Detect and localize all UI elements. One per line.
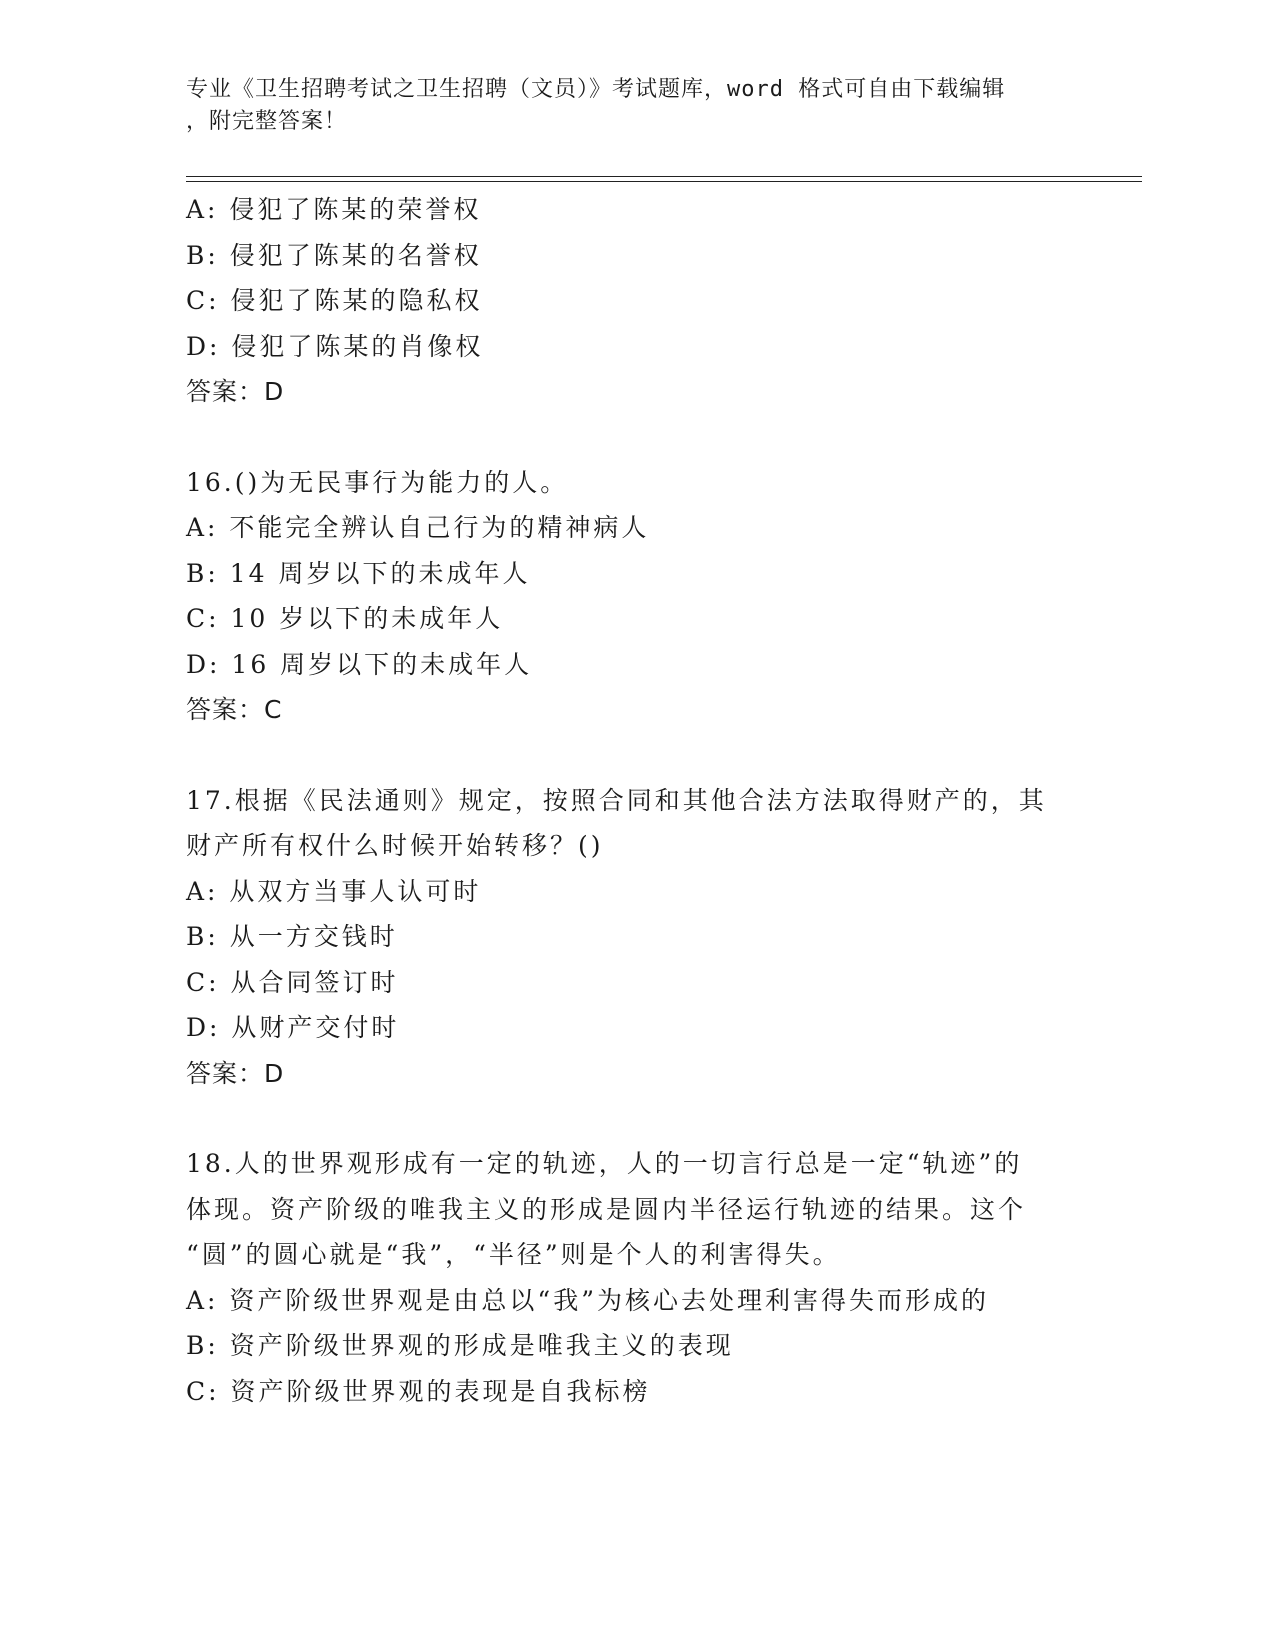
question-stem-line-1: 17.根据《民法通则》规定，按照合同和其他合法方法取得财产的，其 — [186, 785, 1047, 815]
option-a: A: 侵犯了陈某的荣誉权 — [186, 195, 482, 224]
option-a: A: 不能完全辨认自己行为的精神病人 — [186, 513, 650, 542]
answer: 答案：D — [186, 1058, 285, 1088]
option-b: B: 14 周岁以下的未成年人 — [186, 558, 531, 588]
option-b: B: 资产阶级世界观的形成是唯我主义的表现 — [186, 1331, 734, 1360]
answer: 答案：C — [186, 695, 283, 724]
option-b: B: 侵犯了陈某的名誉权 — [186, 240, 482, 270]
question-content — [186, 187, 1086, 1414]
question-stem-line-3: “圆”的圆心就是“我”，“半径”则是个人的利害得失。 — [186, 1240, 841, 1269]
option-d: D: 从财产交付时 — [186, 1013, 400, 1042]
header-rule-bottom — [186, 181, 1142, 182]
header-line-1: 专业《卫生招聘考试之卫生招聘（文员）》考试题库，word 格式可自由下载编辑 — [186, 77, 1006, 102]
header-rule-top — [186, 176, 1142, 177]
header-line-2: ，附完整答案！ — [186, 109, 348, 134]
option-d: D: 侵犯了陈某的肖像权 — [186, 331, 484, 361]
option-c: C: 资产阶级世界观的表现是自我标榜 — [186, 1376, 651, 1406]
option-c: C: 侵犯了陈某的隐私权 — [186, 286, 483, 315]
option-a: A: 从双方当事人认可时 — [186, 876, 482, 906]
spacer — [186, 733, 1086, 778]
question-stem: 16.()为无民事行为能力的人。 — [186, 467, 569, 497]
option-b: B: 从一方交钱时 — [186, 922, 398, 951]
question-15 — [186, 187, 1086, 415]
spacer — [186, 415, 1086, 460]
option-c: C: 10 岁以下的未成年人 — [186, 604, 504, 633]
answer: 答案：D — [186, 377, 285, 406]
spacer — [186, 1096, 1086, 1141]
question-stem-line-2: 体现。资产阶级的唯我主义的形成是圆内半径运行轨迹的结果。这个 — [186, 1194, 1027, 1224]
question-16 — [186, 460, 1086, 733]
question-stem-line-1: 18.人的世界观形成有一定的轨迹，人的一切言行总是一定“轨迹”的 — [186, 1149, 1023, 1178]
question-18 — [186, 1141, 1086, 1414]
option-c: C: 从合同签订时 — [186, 967, 399, 997]
question-stem-line-2: 财产所有权什么时候开始转移？() — [186, 831, 604, 860]
option-d: D: 16 周岁以下的未成年人 — [186, 649, 533, 679]
option-a: A: 资产阶级世界观是由总以“我”为核心去处理利害得失而形成的 — [186, 1285, 989, 1315]
document-header — [186, 74, 1066, 138]
question-17 — [186, 778, 1086, 1097]
